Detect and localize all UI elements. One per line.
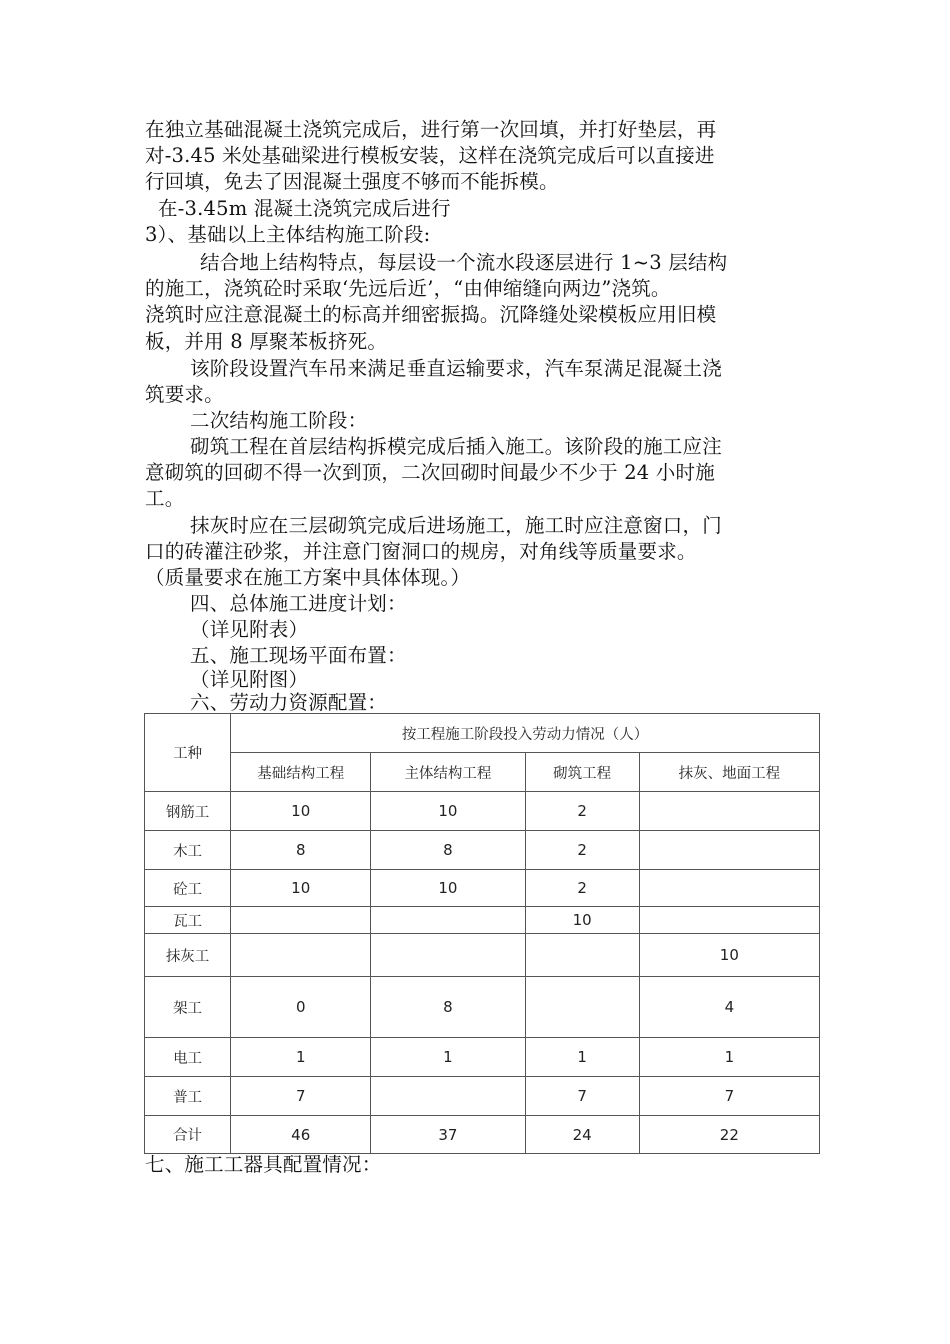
section-heading: 七、施工工器具配置情况：: [145, 1153, 382, 1176]
section-heading: 六、劳动力资源配置：: [190, 691, 388, 714]
value-cell: [371, 934, 525, 977]
paragraph-line: 板，并用 8 厚聚苯板挤死。: [145, 330, 388, 353]
value-cell: [525, 977, 639, 1038]
table-row: [145, 1038, 820, 1077]
value-cell: 7: [639, 1077, 819, 1116]
paragraph-line: 浇筑时应注意混凝土的标高并细密振捣。沉降缝处梁模板应用旧模: [145, 303, 717, 326]
total-cell: 24: [525, 1116, 639, 1154]
section-heading: 五、施工现场平面布置：: [190, 644, 407, 667]
column-header-cell: 砌筑工程: [525, 753, 639, 792]
value-cell: 8: [371, 831, 525, 870]
value-cell: 0: [231, 977, 371, 1038]
table-row: [145, 1077, 820, 1116]
value-cell: 4: [639, 977, 819, 1038]
value-cell: 10: [371, 792, 525, 831]
table-row: [145, 792, 820, 831]
trade-cell: 木工: [145, 831, 231, 870]
paragraph-line: 口的砖灌注砂浆，并注意门窗洞口的规房，对角线等质量要求。: [145, 540, 697, 563]
total-cell: 37: [371, 1116, 525, 1154]
column-header-cell: 基础结构工程: [231, 753, 371, 792]
trade-cell: 钢筋工: [145, 792, 231, 831]
value-cell: [639, 831, 819, 870]
labor-allocation-table: [144, 713, 820, 1154]
value-cell: 10: [231, 870, 371, 907]
table-row: [145, 831, 820, 870]
table-row-total: [145, 1116, 820, 1154]
table-row: [145, 934, 820, 977]
value-cell: 10: [525, 907, 639, 934]
value-cell: 1: [231, 1038, 371, 1077]
paragraph-line: 的施工，浇筑砼时采取‘先远后近’，“由伸缩缝向两边”浇筑。: [145, 277, 671, 300]
trade-cell: 砼工: [145, 870, 231, 907]
value-cell: 1: [371, 1038, 525, 1077]
total-cell: 22: [639, 1116, 819, 1154]
value-cell: 8: [371, 977, 525, 1038]
table-row: [145, 907, 820, 934]
value-cell: [371, 1077, 525, 1116]
column-header-cell: 抹灰、地面工程: [639, 753, 819, 792]
paragraph-line: 行回填，免去了因混凝土强度不够而不能拆模。: [145, 170, 559, 193]
value-cell: [639, 792, 819, 831]
section-heading: 四、总体施工进度计划：: [190, 592, 407, 615]
paragraph-line: 砌筑工程在首层结构拆模完成后插入施工。该阶段的施工应注: [190, 435, 722, 458]
trade-cell: 电工: [145, 1038, 231, 1077]
value-cell: [639, 870, 819, 907]
paragraph-line: （质量要求在施工方案中具体体现。）: [145, 566, 471, 589]
total-cell: 46: [231, 1116, 371, 1154]
paragraph-line: 在独立基础混凝土浇筑完成后，进行第一次回填，并打好垫层，再: [145, 118, 717, 141]
table-row: [145, 870, 820, 907]
value-cell: [525, 934, 639, 977]
value-cell: 1: [639, 1038, 819, 1077]
group-header-cell: 按工程施工阶段投入劳动力情况（人）: [231, 714, 820, 753]
column-header-cell: 主体结构工程: [371, 753, 525, 792]
value-cell: [371, 907, 525, 934]
paragraph-line: （详见附表）: [190, 618, 309, 641]
value-cell: 7: [525, 1077, 639, 1116]
trade-cell: 抹灰工: [145, 934, 231, 977]
paragraph-line: 抹灰时应在三层砌筑完成后进场施工，施工时应注意窗口，门: [190, 514, 722, 537]
paragraph-line: 工。: [145, 487, 185, 510]
trade-cell: 合计: [145, 1116, 231, 1154]
trade-cell: 瓦工: [145, 907, 231, 934]
value-cell: [231, 907, 371, 934]
paragraph-line: 对-3.45 米处基础梁进行模板安装，这样在浇筑完成后可以直接进: [145, 144, 715, 167]
value-cell: [639, 907, 819, 934]
trade-cell: 普工: [145, 1077, 231, 1116]
value-cell: 1: [525, 1038, 639, 1077]
trade-header-cell: 工种: [145, 714, 231, 792]
value-cell: 8: [231, 831, 371, 870]
paragraph-line: 在-3.45m 混凝土浇筑完成后进行: [158, 197, 451, 220]
value-cell: 2: [525, 831, 639, 870]
value-cell: 10: [639, 934, 819, 977]
table-row: [145, 977, 820, 1038]
value-cell: [231, 934, 371, 977]
paragraph-line: 该阶段设置汽车吊来满足垂直运输要求，汽车泵满足混凝土浇: [190, 357, 722, 380]
value-cell: 7: [231, 1077, 371, 1116]
paragraph-line: 筑要求。: [145, 383, 224, 406]
section-heading: 3）、基础以上主体结构施工阶段:: [145, 223, 431, 246]
value-cell: 2: [525, 870, 639, 907]
paragraph-line: 意砌筑的回砌不得一次到顶，二次回砌时间最少不少于 24 小时施: [145, 461, 715, 484]
value-cell: 2: [525, 792, 639, 831]
trade-cell: 架工: [145, 977, 231, 1038]
value-cell: 10: [371, 870, 525, 907]
paragraph-line: 结合地上结构特点，每层设一个流水段逐层进行 1~3 层结构: [200, 251, 728, 274]
section-heading: 二次结构施工阶段：: [190, 409, 368, 432]
paragraph-line: （详见附图）: [190, 668, 309, 691]
value-cell: 10: [231, 792, 371, 831]
